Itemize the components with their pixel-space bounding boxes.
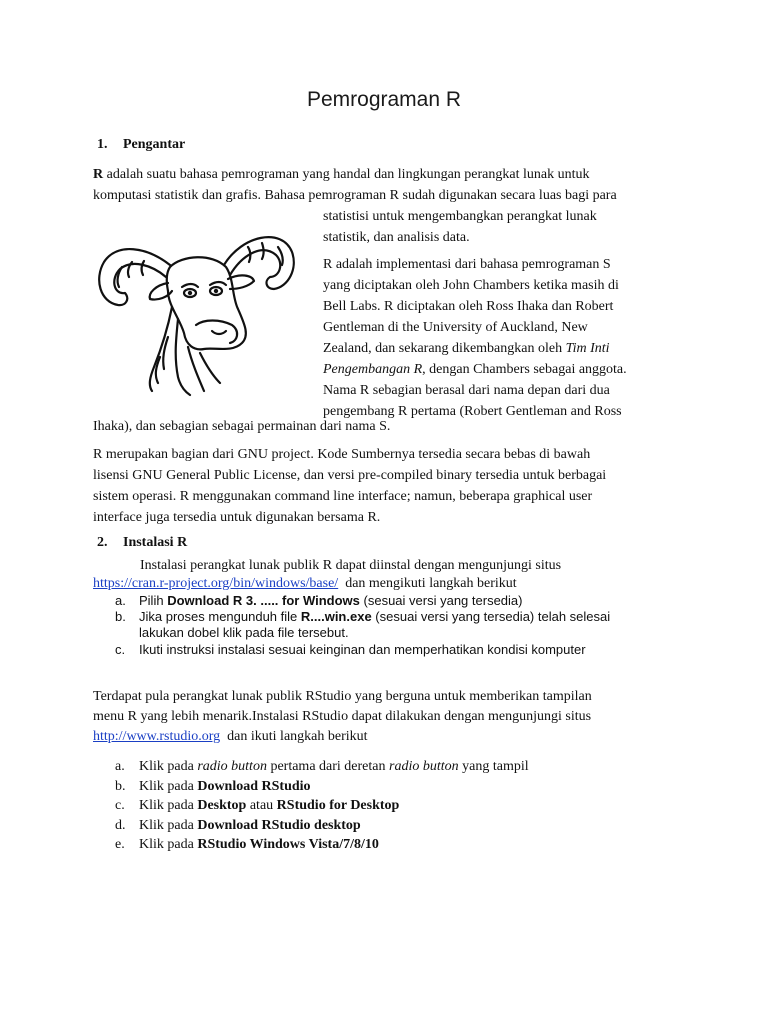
text-line: dan mengikuti langkah berikut xyxy=(345,576,517,591)
bold-r: R xyxy=(93,167,104,182)
list-marker: c. xyxy=(115,798,125,813)
list-marker: a. xyxy=(115,759,125,774)
text-line: lisensi GNU General Public License, dan versi pre-compiled binary tersedia untuk berbagai xyxy=(93,468,607,483)
bold-text: RStudio for Desktop xyxy=(276,798,400,813)
list-item xyxy=(93,777,713,797)
text-line: atau xyxy=(246,798,277,813)
cran-link[interactable]: https://cran.r-project.org/bin/windows/base/ xyxy=(93,576,339,591)
text-line: sistem operasi. R menggunakan command line interface; namun, beberapa graphical user xyxy=(93,489,593,504)
list-item xyxy=(93,816,713,836)
text-line: R adalah implementasi dari bahasa pemrograman S xyxy=(323,257,611,272)
text-line: statistik, dan analisis data. xyxy=(323,230,470,245)
text-line: lakukan dobel klik pada file tersebut. xyxy=(139,625,349,640)
text-line: (sesuai versi yang tersedia) xyxy=(359,593,523,608)
paragraph-gnu xyxy=(93,444,693,528)
bold-text: R....win.exe xyxy=(300,609,372,624)
italic-text: radio button xyxy=(197,759,267,774)
page-title: Pemrograman R xyxy=(306,88,462,111)
paragraph-rstudio xyxy=(93,687,693,747)
list-item xyxy=(93,796,713,816)
list-marker: b. xyxy=(115,778,126,794)
section-title: Pengantar xyxy=(123,137,186,152)
text-line: Nama R sebagian berasal dari nama depan dari dua xyxy=(323,383,610,398)
list-item xyxy=(93,593,713,609)
bold-text: Download R 3. ..... for Windows xyxy=(167,593,360,608)
list-marker: b. xyxy=(115,609,126,624)
list-marker: c. xyxy=(115,642,126,657)
text-line: Zealand, dan sekarang dikembangkan oleh xyxy=(323,341,563,356)
rstudio-link[interactable]: http://www.rstudio.org xyxy=(93,729,221,744)
text-line: Ihaka), dan sebagian sebagai permainan dari nama S. xyxy=(93,419,391,434)
text-line: R merupakan bagian dari GNU project. Kode Sumbernya tersedia secara bebas di bawah xyxy=(93,447,591,462)
text-line: Bell Labs. R diciptakan oleh Ross Ihaka dan Robert xyxy=(323,299,614,314)
text-line: (sesuai versi yang tersedia) telah selesai xyxy=(371,609,611,624)
section-title: Instalasi R xyxy=(123,535,188,550)
text-line: pengembang R pertama (Robert Gentleman and Ross xyxy=(323,404,622,419)
text-line: Gentleman di the University of Auckland, New xyxy=(323,320,588,335)
text-line: yang tampil xyxy=(458,759,529,774)
text-line: Klik pada xyxy=(139,778,198,794)
section-number: 2. xyxy=(97,535,108,550)
install-steps-list xyxy=(93,593,713,658)
text-line: pertama dari deretan xyxy=(266,759,389,774)
bold-text: Download RStudio desktop xyxy=(197,817,361,833)
install-intro-link-line xyxy=(93,575,517,593)
text-line: adalah suatu bahasa pemrograman yang handal dan lingkungan perangkat lunak untuk xyxy=(106,167,590,182)
text-line: Instalasi perangkat lunak publik R dapat diinstal dengan mengunjungi situs xyxy=(140,558,562,573)
text-line: menu R yang lebih menarik.Instalasi RStudio dapat dilakukan dengan mengunjungi situs xyxy=(93,709,592,724)
paragraph-intro xyxy=(93,164,693,206)
bold-text: RStudio Windows Vista/7/8/10 xyxy=(197,837,379,852)
text-line: Klik pada xyxy=(139,837,198,852)
gnu-head-illustration xyxy=(92,207,306,399)
text-line: Terdapat pula perangkat lunak publik RStudio yang berguna untuk memberikan tampilan xyxy=(93,689,592,704)
rstudio-steps-list xyxy=(93,757,713,855)
italic-text: Tim Inti xyxy=(565,341,610,356)
section-heading-pengantar xyxy=(97,137,185,153)
section-heading-instalasi xyxy=(97,535,187,551)
install-intro-line xyxy=(140,557,561,575)
italic-text: Pengembangan R xyxy=(323,362,423,377)
text-line: interface juga tersedia untuk digunakan bersama R. xyxy=(93,510,381,525)
bold-text: Download RStudio xyxy=(197,778,311,794)
text-line: dan ikuti langkah berikut xyxy=(227,729,368,744)
text-line: Ikuti instruksi instalasi sesuai keinginan dan memperhatikan kondisi komputer xyxy=(139,642,586,657)
list-item xyxy=(93,757,713,777)
text-line: komputasi statistik dan grafis. Bahasa pemrograman R sudah digunakan secara luas bagi para xyxy=(93,188,617,203)
paragraph-history xyxy=(323,254,683,422)
text-line: Klik pada xyxy=(139,798,198,813)
list-item xyxy=(93,642,713,658)
list-item xyxy=(93,609,713,641)
section-number: 1. xyxy=(97,137,108,152)
list-item xyxy=(93,835,713,855)
list-marker: e. xyxy=(115,837,125,852)
text-line: Klik pada xyxy=(139,759,198,774)
text-line: , dengan Chambers sebagai anggota. xyxy=(422,362,627,377)
bold-text: Desktop xyxy=(197,798,247,813)
text-line: Pilih xyxy=(139,593,168,608)
italic-text: radio button xyxy=(389,759,459,774)
text-line: yang diciptakan oleh John Chambers ketika masih di xyxy=(323,278,619,293)
list-marker: a. xyxy=(115,593,126,608)
text-line: Jika proses mengunduh file xyxy=(139,609,301,624)
paragraph-intro-cont xyxy=(323,206,597,248)
paragraph-history-cont xyxy=(93,416,390,437)
text-line: statistisi untuk mengembangkan perangkat lunak xyxy=(323,209,597,224)
text-line: Klik pada xyxy=(139,817,198,833)
list-marker: d. xyxy=(115,817,126,833)
